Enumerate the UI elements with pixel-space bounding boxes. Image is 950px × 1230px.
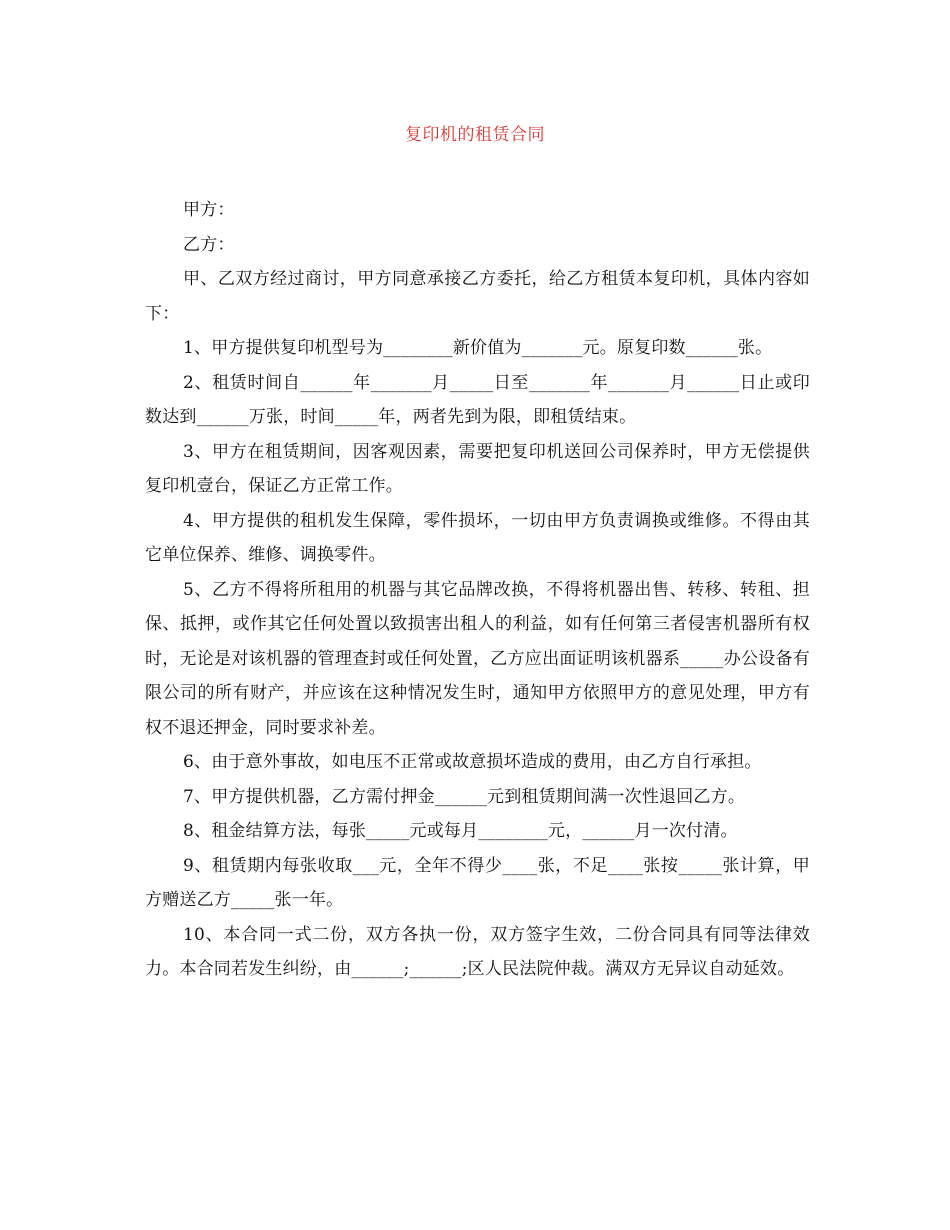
clause-4: 4、甲方提供的租机发生保障，零件损坏，一切由甲方负责调换或维修。不得由其它单位保养、维修、调换零件。 <box>145 510 810 565</box>
document-title: 复印机的租赁合同 <box>405 125 545 145</box>
clause-6: 6、由于意外事故，如电压不正常或故意损坏造成的费用，由乙方自行承担。 <box>183 752 762 772</box>
clause-3: 3、甲方在租赁期间，因客观因素，需要把复印机送回公司保养时，甲方无偿提供复印机壹台，保证乙方正常工作。 <box>145 441 810 496</box>
clause-5: 5、乙方不得将所租用的机器与其它品牌改换，不得将机器出售、转移、转租、担保、抵押，或作其它任何处置以致损害出租人的利益，如有任何第三者侵害机器所有权时，无论是对该机器的管理查封或任何处置，乙方应出面证明该机器系_____办公设备有限公司的所有财产，并应该在这种情况发生时，通知甲方依照甲方的意见处理，甲方有权不退还押金，同时要求补差。 <box>145 579 810 738</box>
clause-10: 10、本合同一式二份，双方各执一份，双方签字生效，二份合同具有同等法律效力。本合同若发生纠纷，由______;______;区人民法院仲裁。满双方无异议自动延效。 <box>145 924 810 979</box>
party-a-label: 甲方： <box>183 200 235 220</box>
clause-7: 7、甲方提供机器，乙方需付押金______元到租赁期间满一次性退回乙方。 <box>183 786 746 807</box>
clause-1: 1、甲方提供复印机型号为________新价值为_______元。原复印数______张。 <box>183 338 773 358</box>
party-b-label: 乙方： <box>183 234 235 255</box>
intro-paragraph: 甲、乙双方经过商讨，甲方同意承接乙方委托，给乙方租赁本复印机，具体内容如下： <box>145 269 810 324</box>
clause-9: 9、租赁期内每张收取___元，全年不得少____张，不足____张按_____张计算，甲方赠送乙方_____张一年。 <box>145 855 810 910</box>
document-body <box>145 193 810 987</box>
clause-2: 2、租赁时间自______年_______月_____日至_______年_______月______日止或印数达到______万张，时间_____年，两者先到为限，即租赁结束。 <box>145 372 810 427</box>
clause-8: 8、租金结算方法，每张_____元或每月________元，______月一次付清。 <box>183 821 738 841</box>
